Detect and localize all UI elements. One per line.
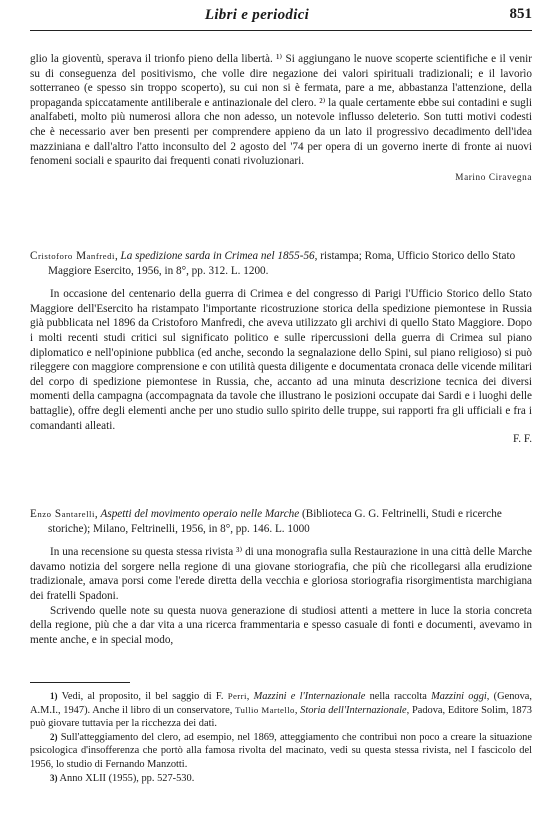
author-name: Cristoforo Manfredi [30, 250, 115, 262]
footnote-1: 1) Vedi, al proposito, il bel saggio di F. Perri, Mazzini e l'Internazionale nella raccolta Mazzini oggi, (Genova, A.M.I., 1947). Anche il libro di un conservatore, Tullio Martello, Storia dell'Internazionale, Padova, Editore Solim, 1873 può giovare tuttavia per la ricchezza dei dati. [30, 691, 532, 730]
footnotes [30, 690, 532, 785]
book-title: La spedizione sarda in Crimea nel 1855-56 [120, 250, 315, 262]
publication-details: , ristampa; Roma, Ufficio Storico dello Stato Maggiore Esercito, 1956, in 8°, pp. 312. L. 1200. [48, 250, 516, 277]
review-continuation [30, 52, 532, 184]
bibliographic-entry: Cristoforo Manfredi, La spedizione sarda in Crimea nel 1855-56, ristampa; Roma, Ufficio Storico dello Stato Maggiore Esercito, 1956, in 8°, pp. 312. L. 1200. [30, 250, 516, 277]
review-santarelli [30, 507, 532, 647]
review-manfredi [30, 249, 532, 447]
review-text: In occasione del centenario della guerra di Crimea e del congresso di Parigi l'Ufficio Storico dello Stato Maggiore dell'Esercito ha ristampato l'importante ricostruzione storica della spedizione piemontese in Russia già pubblicata nel 1896 da Cristoforo Manfredi, che aveva utilizzato gli archivi di quello Stato Maggiore. Dopo i molti recenti studi critici sul significato politico e sulle ripercussioni della guerra di Crimea sul piano diplomatico e nell'opinione pubblica (ed anche, secondo la segnalazione dello Spini, sul piano religioso) si può rileggere con maggiore comprensione e con utilità questa diligente e documentata cronaca delle vicende militari del corpo di spedizione piemontese in Russia, che, accanto ad una minuta descrizione tecnica dei diversi momenti della campagna (accompagnata da tavole che illustrano le posizioni occupate dai Sardi e i luoghi delle battaglie), offre degli elementi anche per uno studio sullo spirito delle truppe, sui rapporti fra gli ufficiali e fra i comandanti alleati. [30, 288, 532, 432]
page-header [30, 6, 532, 31]
review-text: In una recensione su questa stessa rivista ³⁾ di una monografia sulla Restaurazione in una città delle Marche davamo notizia del sorgere nella regione di una giovane storiografia, che più che ricollegarsi alla erudizione tradizionale, amava porsi come l'erede diretta della vecchia e gloriosa storiografia risorgimentista marchigiana dei fratelli Spadoni. [30, 546, 532, 602]
footnote-2: 2) Sull'atteggiamento del clero, ad esempio, nel 1869, atteggiamento che contribuì non poco a creare la situazione psicologica d'insofferenza che portò alla famosa rivolta del macinato, vedi su questa stessa rivista, nel I fascicolo del 1956, lo studio di Fernando Manzotti. [30, 731, 532, 770]
footnote-3: 3) Anno XLII (1955), pp. 527-530. [50, 772, 195, 784]
reviewer-signature: Marino Ciravegna [455, 171, 532, 182]
review-continuation-text: glio la gioventù, sperava il trionfo pieno della libertà. ¹⁾ Si aggiungano le nuove scoperte scientifiche e il venir su di conseguenza del positivismo, che volle dire negazione dei valori spirituali tradizionali; e il lavorìo sotterraneo (e spesso sin troppo scoperto), su cui non si è fermata, pare a me, abbastanza l'attenzione, della propaganda spiccatamente antiliberale e antinazionale del clero. ²⁾ la quale certamente ebbe sui contadini e sugli analfabeti, molto più numerosi allora che non adesso, un notevole influsso deleterio. Son tutti motivi codesti che è necessario aver ben presenti per comprendere appieno da un lato il progressivo decadimento dell'idea mazziniana e dall'altro l'atto inconsulto del 2 agosto del '74 per opera di un governo inerte di fronte ai nuovi fenomeni sociali e spaurito dai frequenti conati rivoluzionari. [30, 53, 532, 168]
bibliographic-entry: Enzo Santarelli, Aspetti del movimento operaio nelle Marche (Biblioteca G. G. Feltrinelli, Studi e ricerche storiche); Milano, Feltrinelli, 1956, in 8°, pp. 146. L. 1000 [30, 508, 502, 535]
author-name: Enzo Santarelli [30, 508, 95, 520]
reviewer-initials: F. F. [512, 433, 532, 446]
book-title: Aspetti del movimento operaio nelle Marche [100, 508, 300, 520]
page-number: 851 [509, 6, 532, 22]
running-head: Libri e periodici [204, 7, 310, 23]
publication-details: (Biblioteca G. G. Feltrinelli, Studi e ricerche storiche); Milano, Feltrinelli, 1956, in 8°, pp. 146. L. 1000 [48, 508, 502, 535]
review-text: Scrivendo quelle note su questa nuova generazione di studiosi attenti a mettere in luce la storia concreta della regione, più che a dar vita a una ricerca frammentaria e spesso casuale di fonti e documenti, avevamo in mente anche, e in special modo, [30, 604, 532, 646]
footnote-rule [30, 682, 130, 683]
